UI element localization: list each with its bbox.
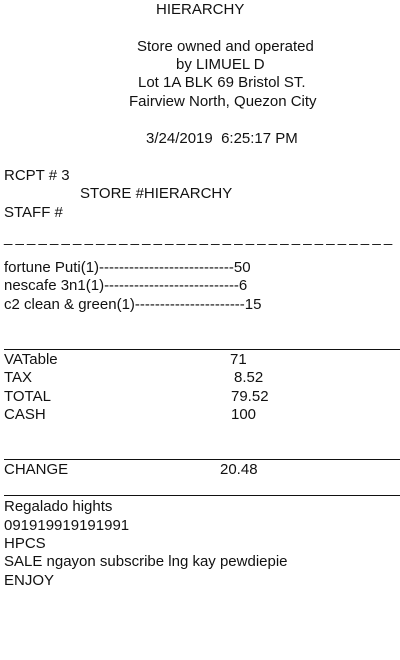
owner-line-2: by LIMUEL D — [176, 56, 265, 73]
cash-label: CASH — [4, 406, 46, 423]
cash-value: 100 — [231, 406, 257, 423]
divider — [4, 495, 400, 496]
footer-line: 091919919191991 — [4, 517, 130, 534]
footer-line: SALE ngayon subscribe lng kay pewdiepie — [4, 553, 288, 570]
total-label: TOTAL — [4, 388, 51, 405]
change-value: 20.48 — [220, 461, 258, 478]
line-item: c2 clean & green(1)----------------------15 — [4, 296, 262, 313]
vatable-value: 71 — [230, 351, 247, 368]
total-value: 79.52 — [231, 388, 269, 405]
vatable-label: VATable — [4, 351, 58, 368]
divider — [4, 349, 400, 350]
owner-line-1: Store owned and operated — [137, 38, 314, 55]
store-name: HIERARCHY — [156, 1, 245, 18]
footer-line: HPCS — [4, 535, 46, 552]
receipt-number: RCPT # 3 — [4, 167, 70, 184]
change-label: CHANGE — [4, 461, 69, 478]
line-item: fortune Puti(1)---------------------------50 — [4, 259, 251, 276]
store-line: STORE #HIERARCHY — [80, 185, 233, 202]
divider — [4, 459, 400, 460]
address-line-2: Fairview North, Quezon City — [129, 93, 317, 110]
footer-line: Regalado hights — [4, 498, 113, 515]
address-line-1: Lot 1A BLK 69 Bristol ST. — [138, 74, 306, 91]
tax-label: TAX — [4, 369, 33, 386]
footer-line: ENJOY — [4, 572, 55, 589]
dashed-separator: _ _ _ _ _ _ _ _ _ _ _ _ _ _ _ _ _ _ _ _ _ _ _ _ _ _ _ _ _ _ _ _ _ _ — [4, 229, 392, 246]
receipt-datetime: 3/24/2019 6:25:17 PM — [146, 130, 298, 147]
line-item: nescafe 3n1(1)---------------------------6 — [4, 277, 248, 294]
staff-line: STAFF # — [4, 204, 63, 221]
tax-value: 8.52 — [234, 369, 264, 386]
